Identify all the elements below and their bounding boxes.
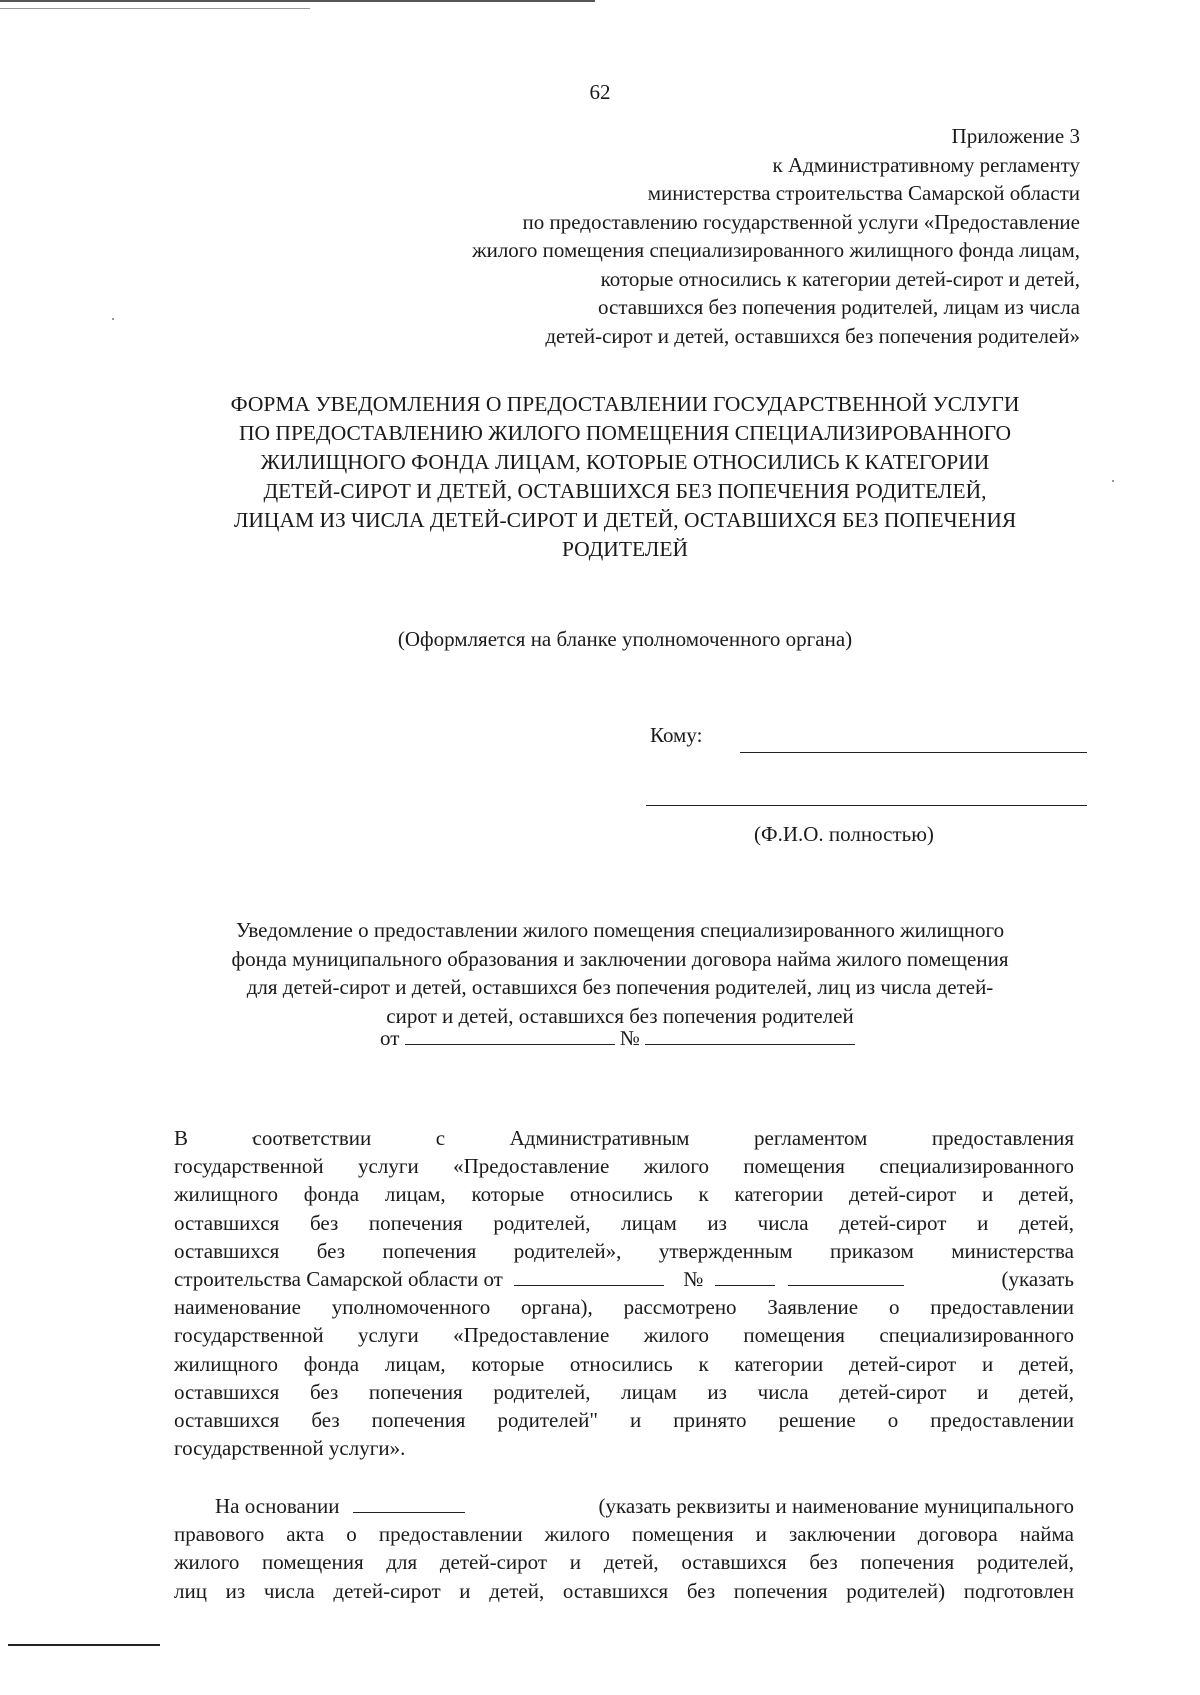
paragraph-line: жилищного фонда лицам, которые относились к категории детей-сирот и детей, [174,1182,1074,1207]
paragraph-line: государственной услуги «Предоставление жилого помещения специализированного [174,1154,1074,1179]
paragraph-line: лиц из числа детей-сирот и детей, оставшихся без попечения родителей) подготовлен [174,1578,1074,1603]
footnote-separator [8,1644,160,1646]
page-number: 62 [589,80,611,104]
basis-blank[interactable] [353,1494,465,1513]
form-title [150,390,1100,564]
form-title-line: ФОРМА УВЕДОМЛЕНИЯ О ПРЕДОСТАВЛЕНИИ ГОСУДАРСТВЕННОЙ УСЛУГИ [230,392,1020,416]
form-title-line: ДЕТЕЙ-СИРОТ И ДЕТЕЙ, ОСТАВШИХСЯ БЕЗ ПОПЕЧЕНИЯ РОДИТЕЛЕЙ, [263,479,987,503]
paragraph-decision [174,1124,1074,1462]
order-number-blank[interactable] [715,1267,775,1286]
scan-speck [112,318,114,320]
basis-specify-text: (указать реквизиты и наименование муниципального [598,1494,1074,1518]
number-blank[interactable] [645,1026,855,1045]
paragraph-line: государственной услуги «Предоставление жилого помещения специализированного [174,1323,1074,1348]
paragraph-line: оставшихся без попечения родителей" и принято решение о предоставлении [174,1407,1074,1432]
paragraph-line: жилого помещения для детей-сирот и детей, оставшихся без попечения родителей, [174,1550,1074,1575]
paragraph-line: жилищного фонда лицам, которые относились к категории детей-сирот и детей, [174,1351,1074,1376]
paragraph-line-with-blanks [174,1265,1074,1293]
notice-title-line: Уведомление о предоставлении жилого помещения специализированного жилищного [235,918,1005,942]
form-title-line: ЛИЦАМ ИЗ ЧИСЛА ДЕТЕЙ-СИРОТ И ДЕТЕЙ, ОСТАВШИХСЯ БЕЗ ПОПЕЧЕНИЯ [233,508,1017,532]
notice-title-line: сирот и детей, оставшихся без попечения родителей [386,1003,854,1028]
order-date-blank[interactable] [514,1267,664,1286]
scan-edge-line [0,8,310,9]
recipient-name-line-2[interactable] [646,805,1087,806]
date-blank[interactable] [405,1026,615,1045]
scan-edge-line [0,0,595,2]
appendix-line: министерства строительства Самарской области [647,181,1080,205]
appendix-line: детей-сирот и детей, оставшихся без попечения родителей» [545,323,1080,348]
form-title-line: ЖИЛИЩНОГО ФОНДА ЛИЦАМ, КОТОРЫЕ ОТНОСИЛИСЬ К КАТЕГОРИИ [260,450,990,474]
recipient-label: Кому: [650,723,703,747]
form-title-line: РОДИТЕЛЕЙ [561,537,689,561]
paragraph-line: государственной услуги». [174,1436,406,1461]
appendix-line: оставшихся без попечения родителей, лицам из числа [598,295,1080,319]
paragraph-line: В соответствии с Административным регламентом предоставления [174,1126,1074,1150]
order-number-label: № [683,1266,704,1291]
paragraph-basis [174,1492,1074,1605]
appendix-line: по предоставлению государственной услуги «Предоставление [522,209,1080,234]
notice-reference [380,1026,855,1051]
specify-text: (указать [1001,1266,1074,1291]
paragraph-line: оставшихся без попечения родителей, лицам из числа детей-сирот и детей, [174,1379,1074,1404]
appendix-line: жилого помещения специализированного жилищного фонда лицам, [472,238,1080,262]
paragraph-line: оставшихся без попечения родителей, лицам из числа детей-сирот и детей, [174,1210,1074,1235]
fio-caption: (Ф.И.О. полностью) [754,822,934,846]
appendix-header [320,122,1080,350]
from-label: от [380,1026,400,1050]
form-title-line: ПО ПРЕДОСТАВЛЕНИЮ ЖИЛОГО ПОМЕЩЕНИЯ СПЕЦИАЛИЗИРОВАННОГО [238,421,1012,445]
blank-note: (Оформляется на бланке уполномоченного органа) [397,627,853,651]
appendix-line: к Административному регламенту [772,152,1080,177]
number-label: № [619,1026,640,1050]
appendix-line: которые относились к категории детей-сирот и детей, [600,266,1080,291]
paragraph-line: наименование уполномоченного органа), рассмотрено Заявление о предоставлении [174,1295,1074,1320]
paragraph-line: оставшихся без попечения родителей», утвержденным приказом министерства [174,1238,1074,1263]
appendix-line: Приложение 3 [951,124,1080,148]
scan-speck [1112,480,1114,482]
basis-text: На основании [215,1494,340,1518]
notice-title-line: фонда муниципального образования и заключении договора найма жилого помещения [231,946,1009,971]
notice-title [120,916,1120,1030]
paragraph-line-with-blank [174,1492,1074,1520]
order-text: строительства Самарской области от [174,1266,503,1291]
paragraph-line: правового акта о предоставлении жилого помещения и заключении договора найма [174,1522,1074,1547]
notice-title-line: для детей-сирот и детей, оставшихся без попечения родителей, лиц из числа детей- [246,975,994,999]
order-extra-blank[interactable] [788,1267,904,1286]
recipient-name-line-1[interactable] [740,752,1087,753]
